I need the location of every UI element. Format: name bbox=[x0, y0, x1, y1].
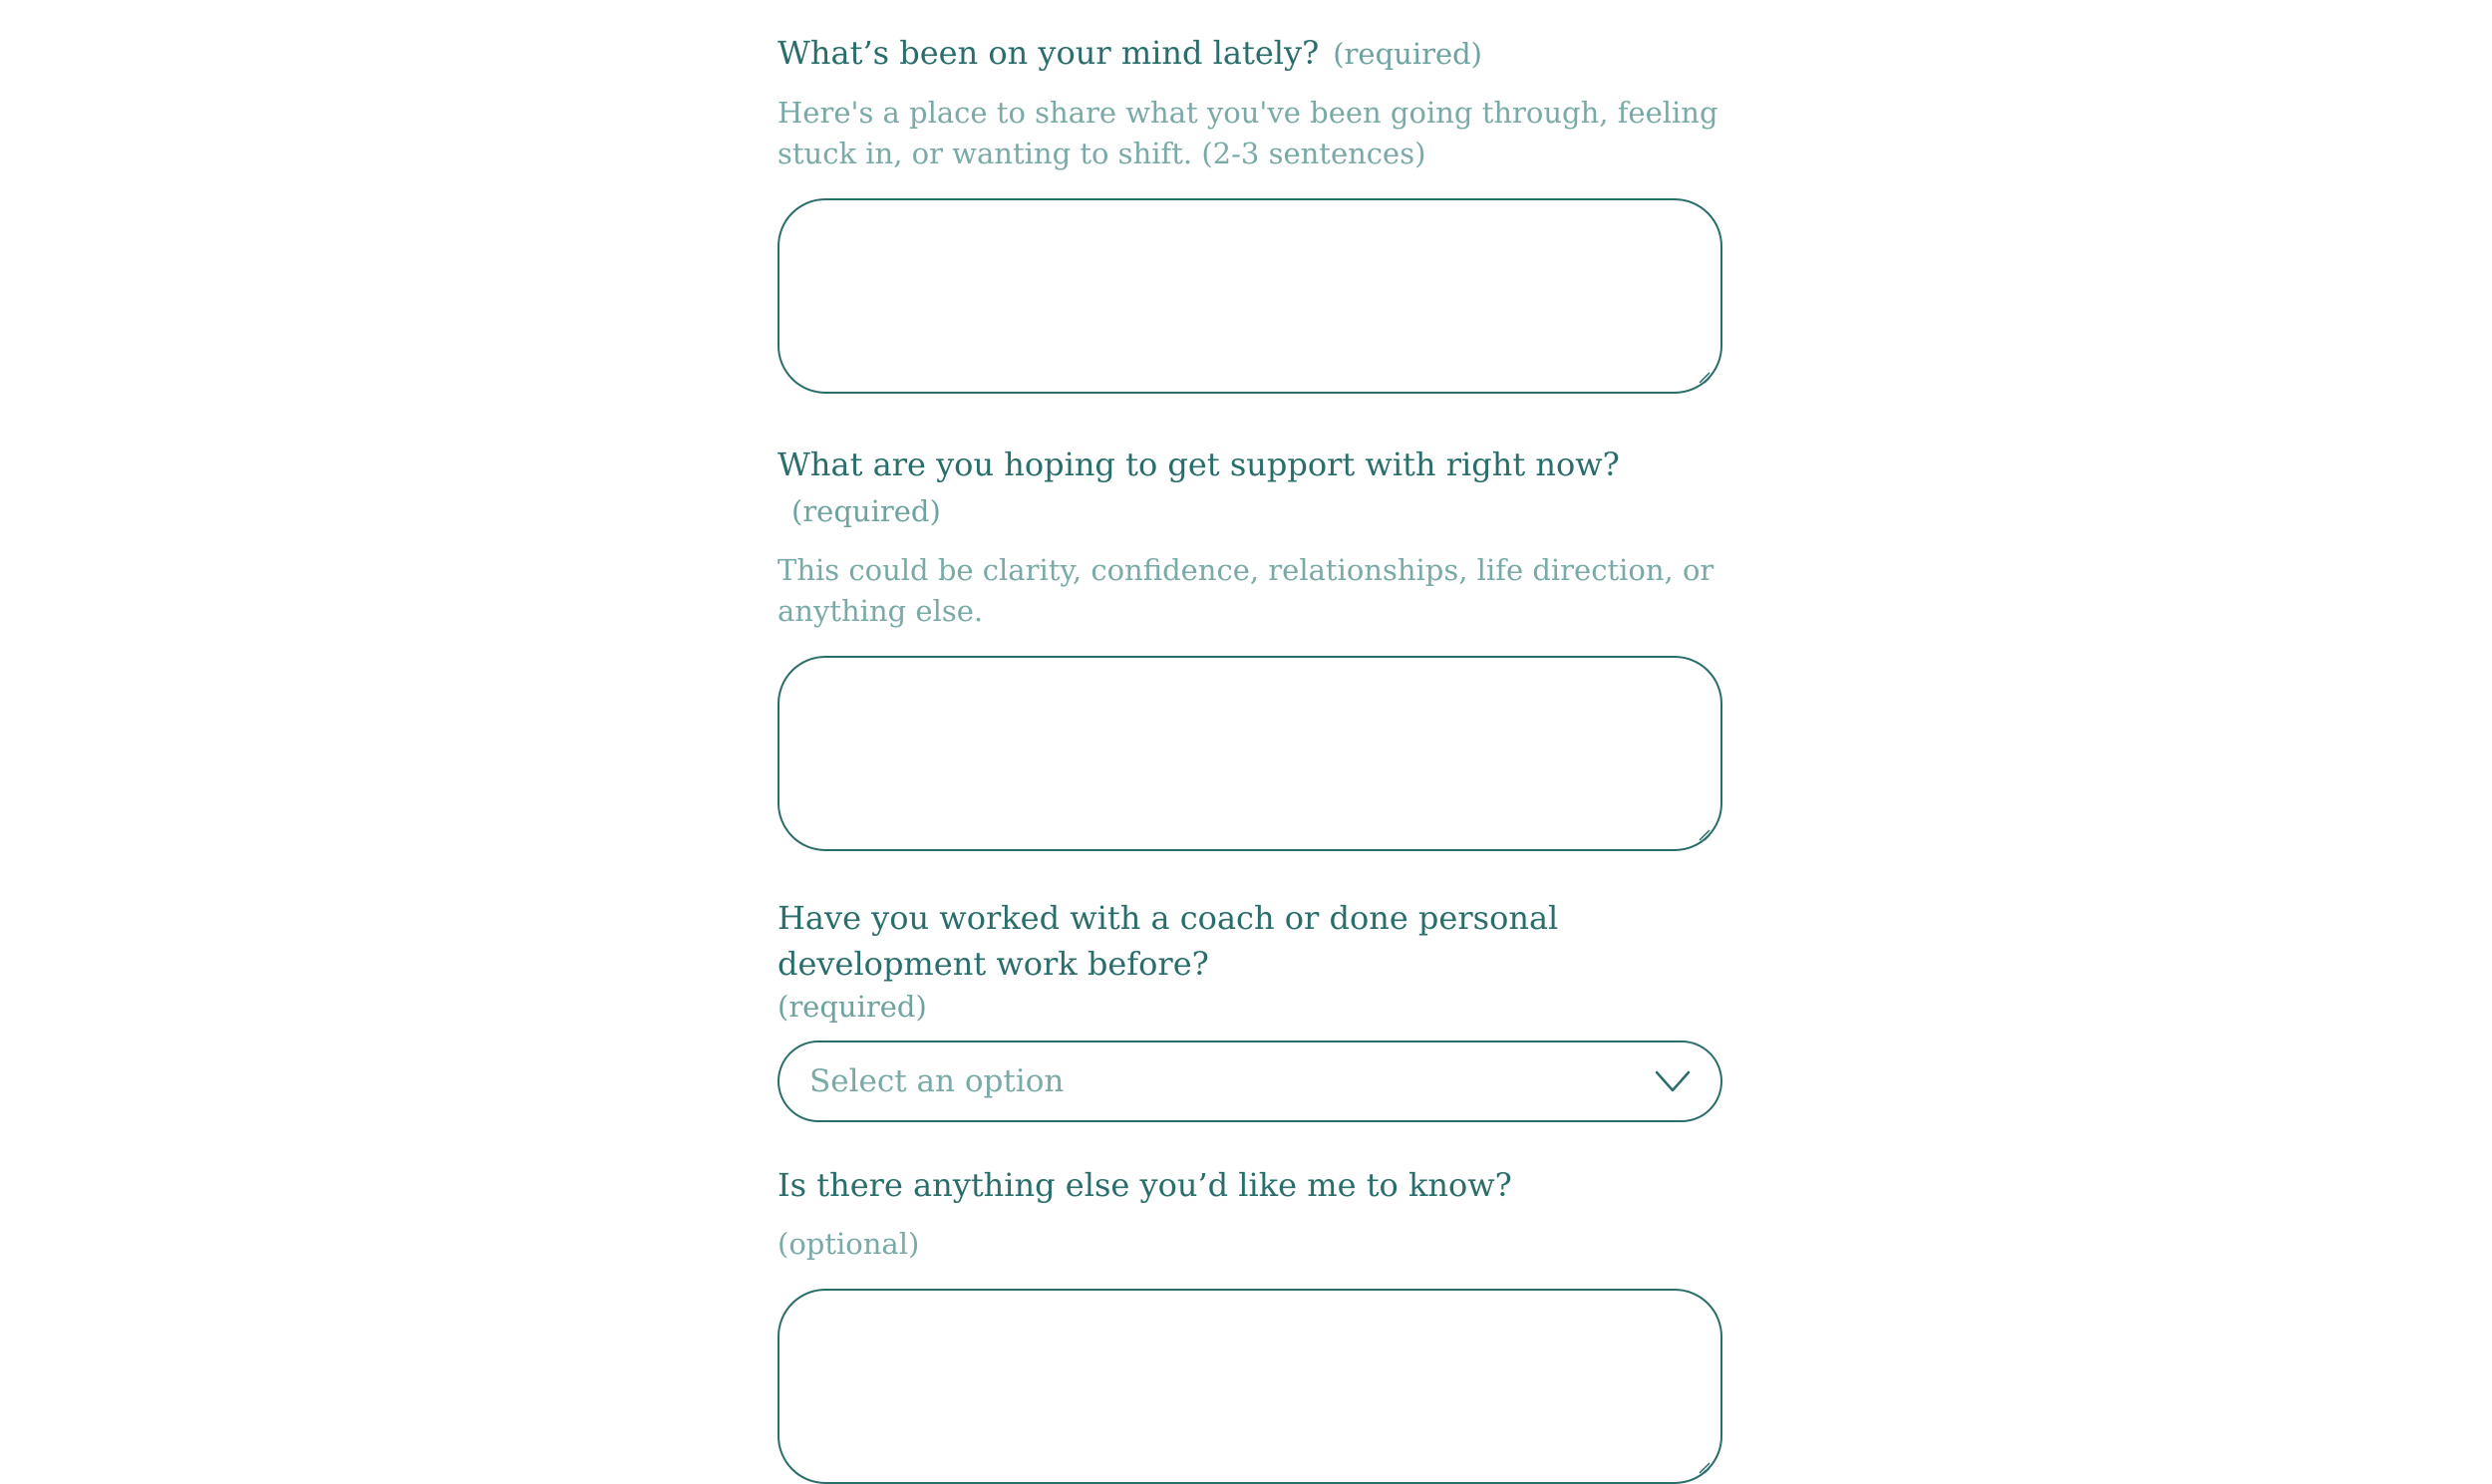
question-support-needed bbox=[778, 442, 1722, 851]
required-indicator: (required) bbox=[1333, 37, 1482, 71]
question-anything-else bbox=[778, 1162, 1722, 1484]
question-description: This could be clarity, confidence, relationships, life direction, or anything else. bbox=[778, 553, 1714, 628]
prior-coaching-select[interactable] bbox=[778, 1040, 1722, 1122]
resize-grip-icon[interactable] bbox=[1697, 827, 1711, 841]
anything-else-textarea[interactable] bbox=[779, 1291, 1720, 1482]
support-needed-textarea[interactable] bbox=[779, 658, 1720, 849]
question-label: What’s been on your mind lately? bbox=[778, 34, 1320, 72]
mind-lately-field[interactable] bbox=[778, 198, 1722, 394]
support-needed-field[interactable] bbox=[778, 656, 1722, 851]
question-mind-lately bbox=[778, 30, 1722, 394]
optional-indicator: (optional) bbox=[778, 1227, 920, 1261]
question-label-row bbox=[778, 30, 1722, 77]
question-label: What are you hoping to get support with right now? bbox=[778, 445, 1620, 483]
resize-grip-icon[interactable] bbox=[1697, 1460, 1711, 1474]
select-placeholder: Select an option bbox=[809, 1063, 1065, 1099]
question-label: Is there anything else you’d like me to know? bbox=[778, 1166, 1512, 1204]
mind-lately-textarea[interactable] bbox=[779, 200, 1720, 392]
resize-grip-icon[interactable] bbox=[1697, 370, 1711, 384]
question-label: Have you worked with a coach or done personal development work before? bbox=[778, 899, 1559, 983]
question-label-row bbox=[778, 442, 1722, 534]
anything-else-field[interactable] bbox=[778, 1289, 1722, 1484]
question-description: Here's a place to share what you've been going through, feeling stuck in, or wanting to shift. (2-3 sentences) bbox=[778, 96, 1718, 170]
question-prior-coaching bbox=[778, 895, 1722, 1122]
required-indicator: (required) bbox=[778, 990, 927, 1024]
intake-form bbox=[778, 30, 1722, 1484]
required-indicator: (required) bbox=[791, 494, 941, 528]
chevron-down-icon bbox=[1655, 1069, 1691, 1093]
